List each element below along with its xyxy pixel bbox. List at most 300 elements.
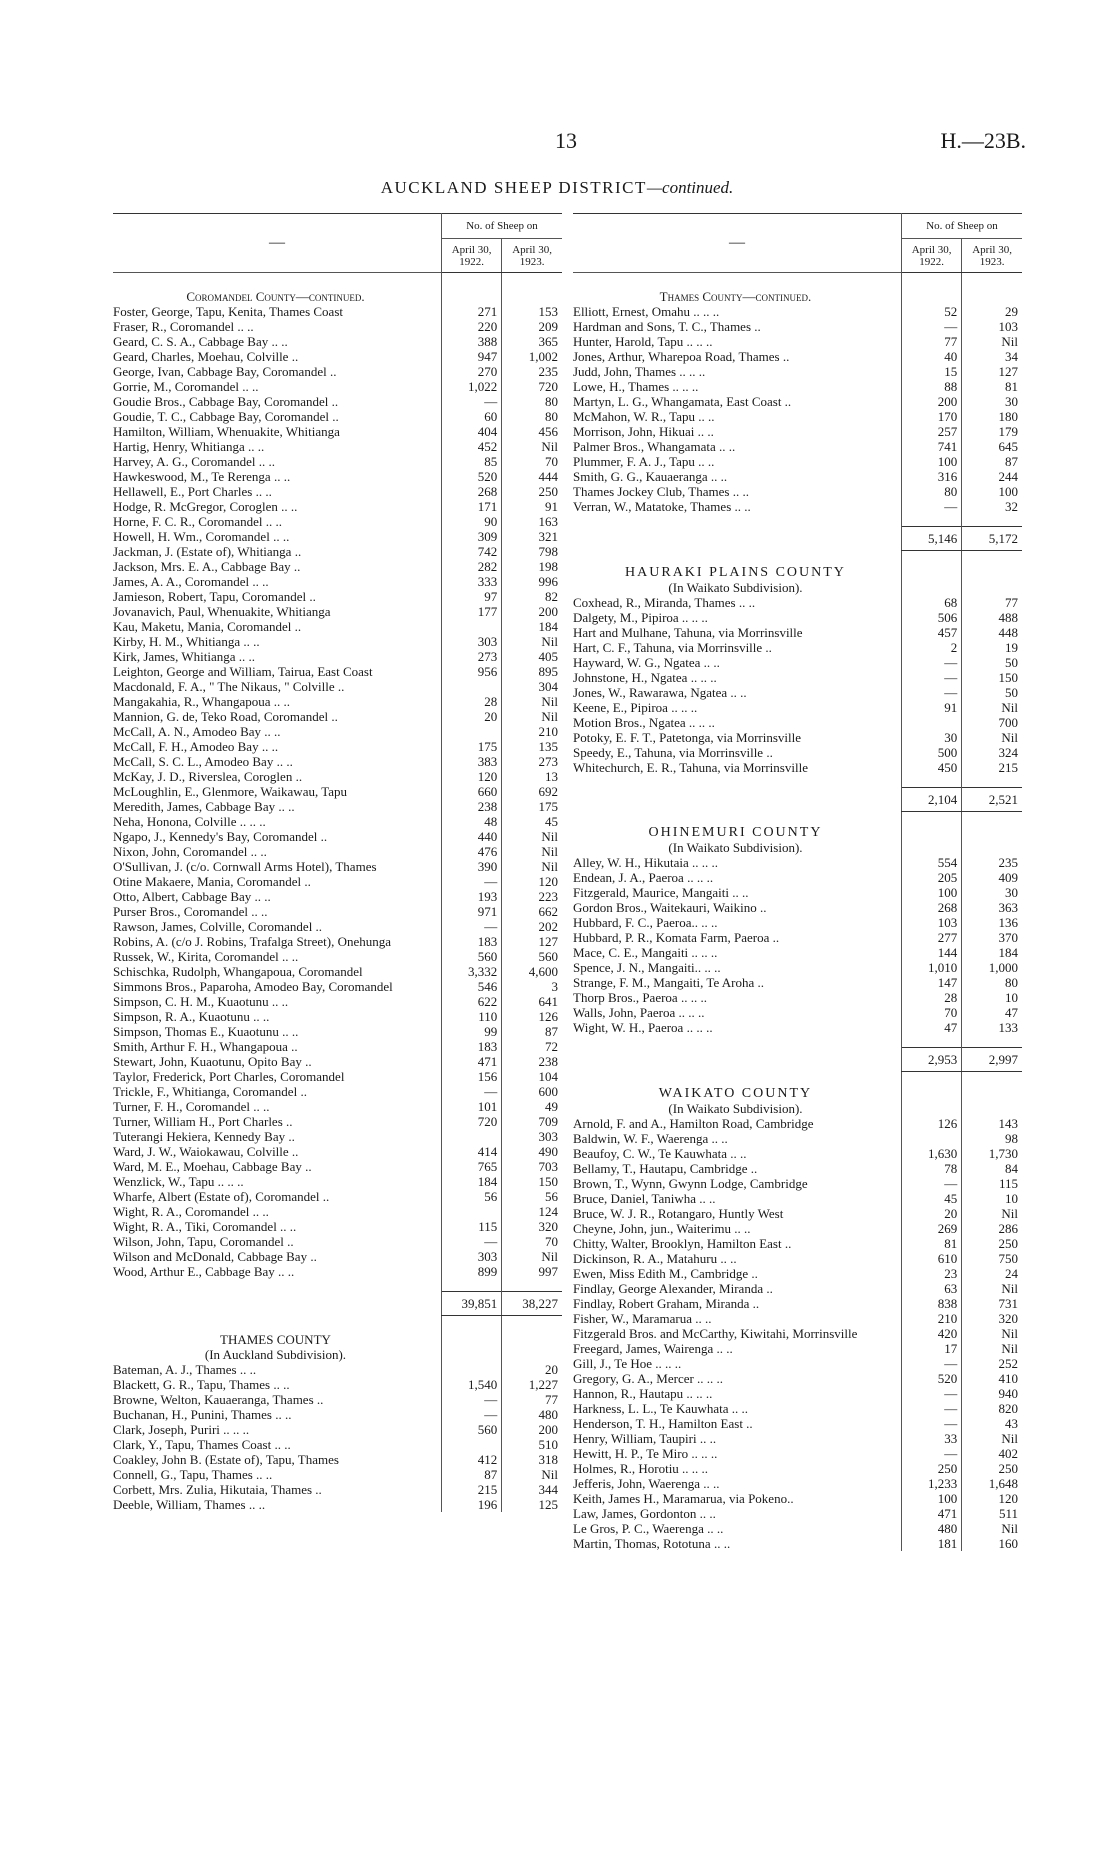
table-row	[113, 1422, 562, 1437]
table-row	[113, 1009, 562, 1024]
empty-cell	[962, 285, 1022, 304]
owner-name: Jones, W., Rawarawa, Ngatea .. ..	[573, 684, 747, 700]
table-row	[573, 1386, 1022, 1401]
sheep-1922: 480	[901, 1521, 961, 1536]
table-row	[573, 655, 1022, 670]
sheep-1922	[441, 1437, 501, 1452]
sheep-1923: 244	[962, 469, 1022, 484]
table-row	[113, 1099, 562, 1114]
sheep-1922: 20	[441, 709, 501, 724]
table-row	[573, 1146, 1022, 1161]
owner-name: Browne, Welton, Kauaeranga, Thames ..	[113, 1392, 324, 1407]
sheep-1923: 448	[962, 625, 1022, 640]
sheep-1923: 1,730	[962, 1146, 1022, 1161]
sheep-1923: 47	[962, 1005, 1022, 1020]
owner-name: Jovanavich, Paul, Whenuakite, Whitianga	[113, 604, 331, 619]
sheep-1922: 742	[441, 544, 501, 559]
section-subheading-ohinemuri	[573, 840, 1022, 855]
sheep-1923: 136	[962, 915, 1022, 930]
owner-name: Simpson, R. A., Kuaotunu .. ..	[113, 1009, 270, 1024]
table-row	[113, 1377, 562, 1392]
table-row	[113, 364, 562, 379]
sheep-1923: 150	[502, 1174, 562, 1189]
gap-cell	[962, 514, 1022, 527]
sheep-1922: —	[441, 874, 501, 889]
owner-name: Wilson and McDonald, Cabbage Bay ..	[113, 1249, 317, 1264]
sheep-1923: Nil	[502, 844, 562, 859]
owner-name: Lowe, H., Thames .. .. ..	[573, 379, 699, 394]
empty-cell	[962, 840, 1022, 855]
sheep-1923: 120	[962, 1491, 1022, 1506]
sheep-1922: 20	[901, 1206, 961, 1221]
right-column	[573, 213, 1022, 1551]
sheep-1922: 110	[441, 1009, 501, 1024]
table-row	[573, 1296, 1022, 1311]
table-row	[113, 1497, 562, 1512]
sheep-1922: 273	[441, 649, 501, 664]
owner-name: Law, James, Gordonton .. ..	[573, 1505, 716, 1521]
owner-name: Arnold, F. and A., Hamilton Road, Cambridge	[573, 1115, 814, 1131]
owner-name: Neha, Honona, Colville .. .. ..	[113, 814, 266, 829]
sheep-1923: 409	[962, 870, 1022, 885]
owner-name: Ngapo, J., Kennedy's Bay, Coromandel ..	[113, 829, 328, 844]
section-subheading-thames-text: (In Auckland Subdivision).	[204, 1347, 347, 1362]
sheep-1923: 103	[962, 319, 1022, 334]
sheep-1922: 70	[901, 1005, 961, 1020]
header-1922: April 30, 1922.	[901, 239, 961, 273]
row-gap	[113, 1316, 562, 1329]
sheep-1923: 50	[962, 655, 1022, 670]
empty-cell	[901, 840, 961, 855]
gap-cell	[901, 273, 961, 286]
table-row	[573, 424, 1022, 439]
owner-name: Spence, J. N., Mangaiti.. .. ..	[573, 960, 721, 975]
header-1923: April 30, 1923.	[962, 239, 1022, 273]
sheep-1923: 940	[962, 1386, 1022, 1401]
sheep-1923: 125	[502, 1497, 562, 1512]
table-row	[573, 900, 1022, 915]
sheep-1923: 324	[962, 745, 1022, 760]
table-row	[113, 799, 562, 814]
sheep-1923: 13	[502, 769, 562, 784]
sheep-1922: 170	[901, 409, 961, 424]
sheep-1923: 215	[962, 760, 1022, 775]
right-table-body	[573, 273, 1022, 1551]
sheep-1922: —	[901, 685, 961, 700]
sheep-1923: 4,600	[502, 964, 562, 979]
owner-name: Otine Makaere, Mania, Coromandel ..	[113, 874, 311, 889]
sheep-1922: 45	[901, 1191, 961, 1206]
empty-cell	[962, 811, 1022, 840]
owner-name: Verran, W., Matatoke, Thames .. ..	[573, 499, 751, 514]
sheep-1923: 731	[962, 1296, 1022, 1311]
owner-name: Hewitt, H. P., Te Miro .. .. ..	[573, 1445, 718, 1461]
sheep-1922: 268	[441, 484, 501, 499]
sheep-1923: 135	[502, 739, 562, 754]
sheep-1923: 304	[502, 679, 562, 694]
owner-name: Coxhead, R., Miranda, Thames .. ..	[573, 594, 756, 610]
table-row	[573, 1281, 1022, 1296]
table-row	[113, 694, 562, 709]
owner-name: Turner, F. H., Coromandel .. ..	[113, 1099, 270, 1114]
gap-cell	[573, 514, 901, 527]
table-row	[113, 499, 562, 514]
gap-cell	[573, 273, 901, 286]
sheep-1923: 444	[502, 469, 562, 484]
owner-name: Geard, Charles, Moehau, Colville ..	[113, 349, 299, 364]
owner-name: Palmer Bros., Whangamata .. ..	[573, 439, 736, 454]
owner-name: Otto, Albert, Cabbage Bay .. ..	[113, 889, 271, 904]
owner-name: Nixon, John, Coromandel .. ..	[113, 844, 267, 859]
table-row	[573, 454, 1022, 469]
empty-cell	[901, 285, 961, 304]
table-row	[113, 1452, 562, 1467]
owner-name: Robins, A. (c/o J. Robins, Trafalga Street), Onehunga	[113, 934, 392, 949]
sheep-1923: 202	[502, 919, 562, 934]
owner-name: Hellawell, E., Port Charles .. ..	[113, 484, 272, 499]
owner-name: Johnstone, H., Ngatea .. .. ..	[573, 669, 717, 685]
owner-name: Jackman, J. (Estate of), Whitianga ..	[113, 544, 302, 559]
sheep-1922: 88	[901, 379, 961, 394]
table-row	[113, 559, 562, 574]
sheep-1923: 56	[502, 1189, 562, 1204]
sheep-1923: 43	[962, 1416, 1022, 1431]
sheep-1922: 412	[441, 1452, 501, 1467]
sheep-1923: 511	[962, 1506, 1022, 1521]
page-number: 13	[555, 128, 577, 153]
table-row	[573, 1266, 1022, 1281]
sheep-1922: 414	[441, 1144, 501, 1159]
sheep-1923: 84	[962, 1161, 1022, 1176]
table-row	[573, 469, 1022, 484]
owner-name: Simmons Bros., Paparoha, Amodeo Bay, Coromandel	[113, 979, 393, 994]
sheep-1922	[441, 724, 501, 739]
row-gap	[573, 775, 1022, 788]
sheep-1923: 238	[502, 1054, 562, 1069]
section-heading-thames-cont-text: Thames County—continued.	[659, 289, 812, 304]
owner-name: Kirk, James, Whitianga .. ..	[113, 649, 256, 664]
owner-name: Goudie Bros., Cabbage Bay, Coromandel ..	[113, 394, 339, 409]
sheep-1922: 271	[441, 304, 501, 319]
gap-cell	[113, 1316, 441, 1329]
owner-name: Baldwin, W. F., Waerenga .. ..	[573, 1130, 728, 1146]
table-row	[573, 1221, 1022, 1236]
table-row	[113, 664, 562, 679]
empty-cell	[901, 1072, 961, 1101]
owner-name: Fisher, W., Maramarua .. ..	[573, 1310, 712, 1326]
table-row	[113, 469, 562, 484]
sheep-1923: 820	[962, 1401, 1022, 1416]
table-row	[113, 529, 562, 544]
sheep-1923: 641	[502, 994, 562, 1009]
sheep-1922: 3,332	[441, 964, 501, 979]
sheep-1922: 899	[441, 1264, 501, 1279]
sheep-1922: 500	[901, 745, 961, 760]
sheep-1923: 180	[962, 409, 1022, 424]
owner-name: Rawson, James, Colville, Coromandel ..	[113, 919, 323, 934]
owner-name: Freegard, James, Wairenga .. ..	[573, 1340, 733, 1356]
sheep-1923: 210	[502, 724, 562, 739]
sheep-1923: 798	[502, 544, 562, 559]
sheep-1922: 388	[441, 334, 501, 349]
sheep-1922: 476	[441, 844, 501, 859]
empty-cell	[441, 1328, 501, 1347]
sheep-1922: 99	[441, 1024, 501, 1039]
owner-name: Schischka, Rudolph, Whangapoua, Coromandel	[113, 964, 363, 979]
sheep-1923: 77	[962, 595, 1022, 610]
sheep-1923: 645	[962, 439, 1022, 454]
gap-cell	[502, 1279, 562, 1292]
sheep-1922: 210	[901, 1311, 961, 1326]
sheep-1922: 520	[901, 1371, 961, 1386]
sheep-1923: 700	[962, 715, 1022, 730]
sheep-1923: 29	[962, 304, 1022, 319]
table-row	[573, 319, 1022, 334]
sheep-1923: Nil	[962, 1431, 1022, 1446]
table-row	[113, 1219, 562, 1234]
sheep-1923: 24	[962, 1266, 1022, 1281]
table-row	[573, 930, 1022, 945]
section-subheading-waikato	[573, 1101, 1022, 1116]
sheep-1922: 144	[901, 945, 961, 960]
owner-name: Henderson, T. H., Hamilton East ..	[573, 1415, 753, 1431]
table-row	[113, 1249, 562, 1264]
owner-name: Coakley, John B. (Estate of), Tapu, Thames	[113, 1452, 339, 1467]
table-row	[573, 1176, 1022, 1191]
section-heading-waikato-text: WAIKATO COUNTY	[658, 1085, 813, 1101]
sheep-1922: 215	[441, 1482, 501, 1497]
empty-cell	[901, 551, 961, 580]
right-table	[573, 213, 1022, 1551]
gap-cell	[113, 1279, 441, 1292]
section-heading-hauraki	[573, 551, 1022, 580]
table-row	[113, 739, 562, 754]
sheep-1922: 28	[441, 694, 501, 709]
sheep-1922: 2	[901, 640, 961, 655]
owner-name: Harvey, A. G., Coromandel .. ..	[113, 454, 275, 469]
sheep-1922: —	[901, 1446, 961, 1461]
table-row	[113, 1392, 562, 1407]
table-row	[573, 409, 1022, 424]
sheep-1923: Nil	[502, 709, 562, 724]
sheep-1923: 10	[962, 990, 1022, 1005]
empty-cell	[962, 1101, 1022, 1116]
sheep-1922: 220	[441, 319, 501, 334]
header-dash: —	[573, 214, 901, 273]
owner-name: Clark, Joseph, Puriri .. .. ..	[113, 1422, 250, 1437]
page-title-text: AUCKLAND SHEEP DISTRICT	[380, 178, 647, 197]
table-row	[113, 1362, 562, 1377]
sheep-1923: Nil	[962, 1341, 1022, 1356]
table-row	[573, 1161, 1022, 1176]
sheep-1922: 100	[901, 454, 961, 469]
empty-cell	[441, 1347, 501, 1362]
owner-name: Wharfe, Albert (Estate of), Coromandel ..	[113, 1189, 330, 1204]
table-row	[113, 1189, 562, 1204]
table-row	[573, 484, 1022, 499]
owner-name: Turner, William H., Port Charles ..	[113, 1114, 293, 1129]
gap-cell	[901, 775, 961, 788]
owner-name: Purser Bros., Coromandel .. ..	[113, 904, 268, 919]
section-subheading-hauraki	[573, 580, 1022, 595]
owner-name: Taylor, Frederick, Port Charles, Coromandel	[113, 1069, 345, 1084]
table-row	[113, 1204, 562, 1219]
table-row	[113, 439, 562, 454]
table-row	[573, 364, 1022, 379]
gap-cell	[441, 1316, 501, 1329]
sheep-1923: 318	[502, 1452, 562, 1467]
table-row	[573, 1401, 1022, 1416]
table-row	[113, 1144, 562, 1159]
table-row	[573, 1251, 1022, 1266]
owner-name: Ward, J. W., Waiokawau, Colville ..	[113, 1144, 299, 1159]
sheep-1923: 126	[502, 1009, 562, 1024]
table-row	[113, 634, 562, 649]
sheep-1922: 506	[901, 610, 961, 625]
sheep-1922: 450	[901, 760, 961, 775]
table-row	[573, 715, 1022, 730]
table-row	[573, 394, 1022, 409]
sheep-1923: 72	[502, 1039, 562, 1054]
owner-name: Thorp Bros., Paeroa .. .. ..	[573, 990, 707, 1005]
sheep-1923: 175	[502, 799, 562, 814]
sheep-1923: 273	[502, 754, 562, 769]
table-row	[113, 619, 562, 634]
sheep-1922: —	[901, 1176, 961, 1191]
page-title	[0, 178, 1114, 198]
sheep-1922: 546	[441, 979, 501, 994]
sheep-1922: —	[441, 1084, 501, 1099]
sheep-1923: 150	[962, 670, 1022, 685]
total-1923: 2,521	[962, 787, 1022, 811]
gap-cell	[962, 775, 1022, 788]
sheep-1922: 1,022	[441, 379, 501, 394]
empty-cell	[901, 580, 961, 595]
sheep-1923: 405	[502, 649, 562, 664]
sheep-1923: 104	[502, 1069, 562, 1084]
empty-cell	[502, 1347, 562, 1362]
sheep-1922: 30	[901, 730, 961, 745]
sheep-1922	[441, 619, 501, 634]
table-row	[113, 889, 562, 904]
table-row	[573, 745, 1022, 760]
owner-name: Blackett, G. R., Tapu, Thames .. ..	[113, 1377, 290, 1392]
owner-name: Gordon Bros., Waitekauri, Waikino ..	[573, 900, 767, 915]
owner-name: Hubbard, F. C., Paeroa.. .. ..	[573, 915, 718, 930]
sheep-1922: 81	[901, 1236, 961, 1251]
table-row	[573, 1356, 1022, 1371]
sheep-1922: —	[901, 1401, 961, 1416]
sheep-1923: 45	[502, 814, 562, 829]
owner-name: Jamieson, Robert, Tapu, Coromandel ..	[113, 589, 316, 604]
sheep-1923: 456	[502, 424, 562, 439]
owner-name: Wood, Arthur E., Cabbage Bay .. ..	[113, 1264, 295, 1279]
sheep-1923: Nil	[962, 1326, 1022, 1341]
sheep-1923: Nil	[502, 859, 562, 874]
sheep-1923: Nil	[962, 700, 1022, 715]
sheep-1922: 80	[901, 484, 961, 499]
owner-name: Tuterangi Hekiera, Kennedy Bay ..	[113, 1129, 295, 1144]
sheep-1922: 23	[901, 1266, 961, 1281]
sheep-1923: 49	[502, 1099, 562, 1114]
sheep-1923: Nil	[502, 1249, 562, 1264]
sheep-1922: 270	[441, 364, 501, 379]
sheep-1923: 81	[962, 379, 1022, 394]
table-row	[573, 439, 1022, 454]
sheep-1923: 163	[502, 514, 562, 529]
table-row	[573, 885, 1022, 900]
sheep-1923: 303	[502, 1129, 562, 1144]
owner-name: Leighton, George and William, Tairua, East Coast	[113, 664, 373, 679]
table-row	[573, 730, 1022, 745]
sheep-1922: —	[441, 1407, 501, 1422]
sheep-1922: 40	[901, 349, 961, 364]
county-total-row	[113, 1292, 562, 1316]
owner-name: Hannon, R., Hautapu .. .. ..	[573, 1385, 713, 1401]
sheep-1923: 124	[502, 1204, 562, 1219]
table-row	[113, 604, 562, 619]
sheep-1923: 250	[962, 1236, 1022, 1251]
owner-name: Simpson, Thomas E., Kuaotunu .. ..	[113, 1024, 299, 1039]
empty-cell	[901, 811, 961, 840]
sheep-1923: 20	[502, 1362, 562, 1377]
row-gap	[573, 1035, 1022, 1048]
sheep-1922: 238	[441, 799, 501, 814]
table-row	[573, 1131, 1022, 1146]
table-row	[573, 610, 1022, 625]
sheep-1922: 91	[901, 700, 961, 715]
table-row	[113, 1482, 562, 1497]
owner-name: Meredith, James, Cabbage Bay .. ..	[113, 799, 295, 814]
sheep-1922: 183	[441, 1039, 501, 1054]
table-row	[573, 1431, 1022, 1446]
owner-name: Le Gros, P. C., Waerenga .. ..	[573, 1520, 724, 1536]
sheep-1922	[441, 1129, 501, 1144]
sheep-1922: 156	[441, 1069, 501, 1084]
sheep-1922: —	[901, 319, 961, 334]
sheep-1922: 440	[441, 829, 501, 844]
section-subheading-waikato-text: (In Waikato Subdivision).	[668, 1100, 803, 1116]
owner-name: Jackson, Mrs. E. A., Cabbage Bay ..	[113, 559, 301, 574]
sheep-1922: 90	[441, 514, 501, 529]
sheep-1922: 390	[441, 859, 501, 874]
sheep-1922: 452	[441, 439, 501, 454]
owner-name: Hunter, Harold, Tapu .. .. ..	[573, 334, 713, 349]
sheep-1923: 410	[962, 1371, 1022, 1386]
table-row	[113, 334, 562, 349]
table-row	[113, 829, 562, 844]
owner-name: Martin, Thomas, Rototuna .. ..	[573, 1535, 731, 1551]
table-row	[113, 1024, 562, 1039]
sheep-1923: 235	[502, 364, 562, 379]
owner-name: Gregory, G. A., Mercer .. .. ..	[573, 1370, 724, 1386]
owner-name: Hayward, W. G., Ngatea .. ..	[573, 654, 720, 670]
owner-name: Jones, Arthur, Wharepoa Road, Thames ..	[573, 349, 790, 364]
sheep-1922: 471	[441, 1054, 501, 1069]
sheep-1922: 60	[441, 409, 501, 424]
table-row	[573, 1521, 1022, 1536]
sheep-1923: 184	[962, 945, 1022, 960]
total-1922: 2,953	[901, 1048, 961, 1072]
county-total-row	[573, 1048, 1022, 1072]
sheep-1922: 720	[441, 1114, 501, 1129]
table-row	[113, 319, 562, 334]
owner-name: Buchanan, H., Punini, Thames .. ..	[113, 1407, 292, 1422]
sheep-1923: 98	[962, 1131, 1022, 1146]
empty-cell	[441, 285, 501, 304]
sheep-1923: 488	[962, 610, 1022, 625]
sheep-1923: 600	[502, 1084, 562, 1099]
